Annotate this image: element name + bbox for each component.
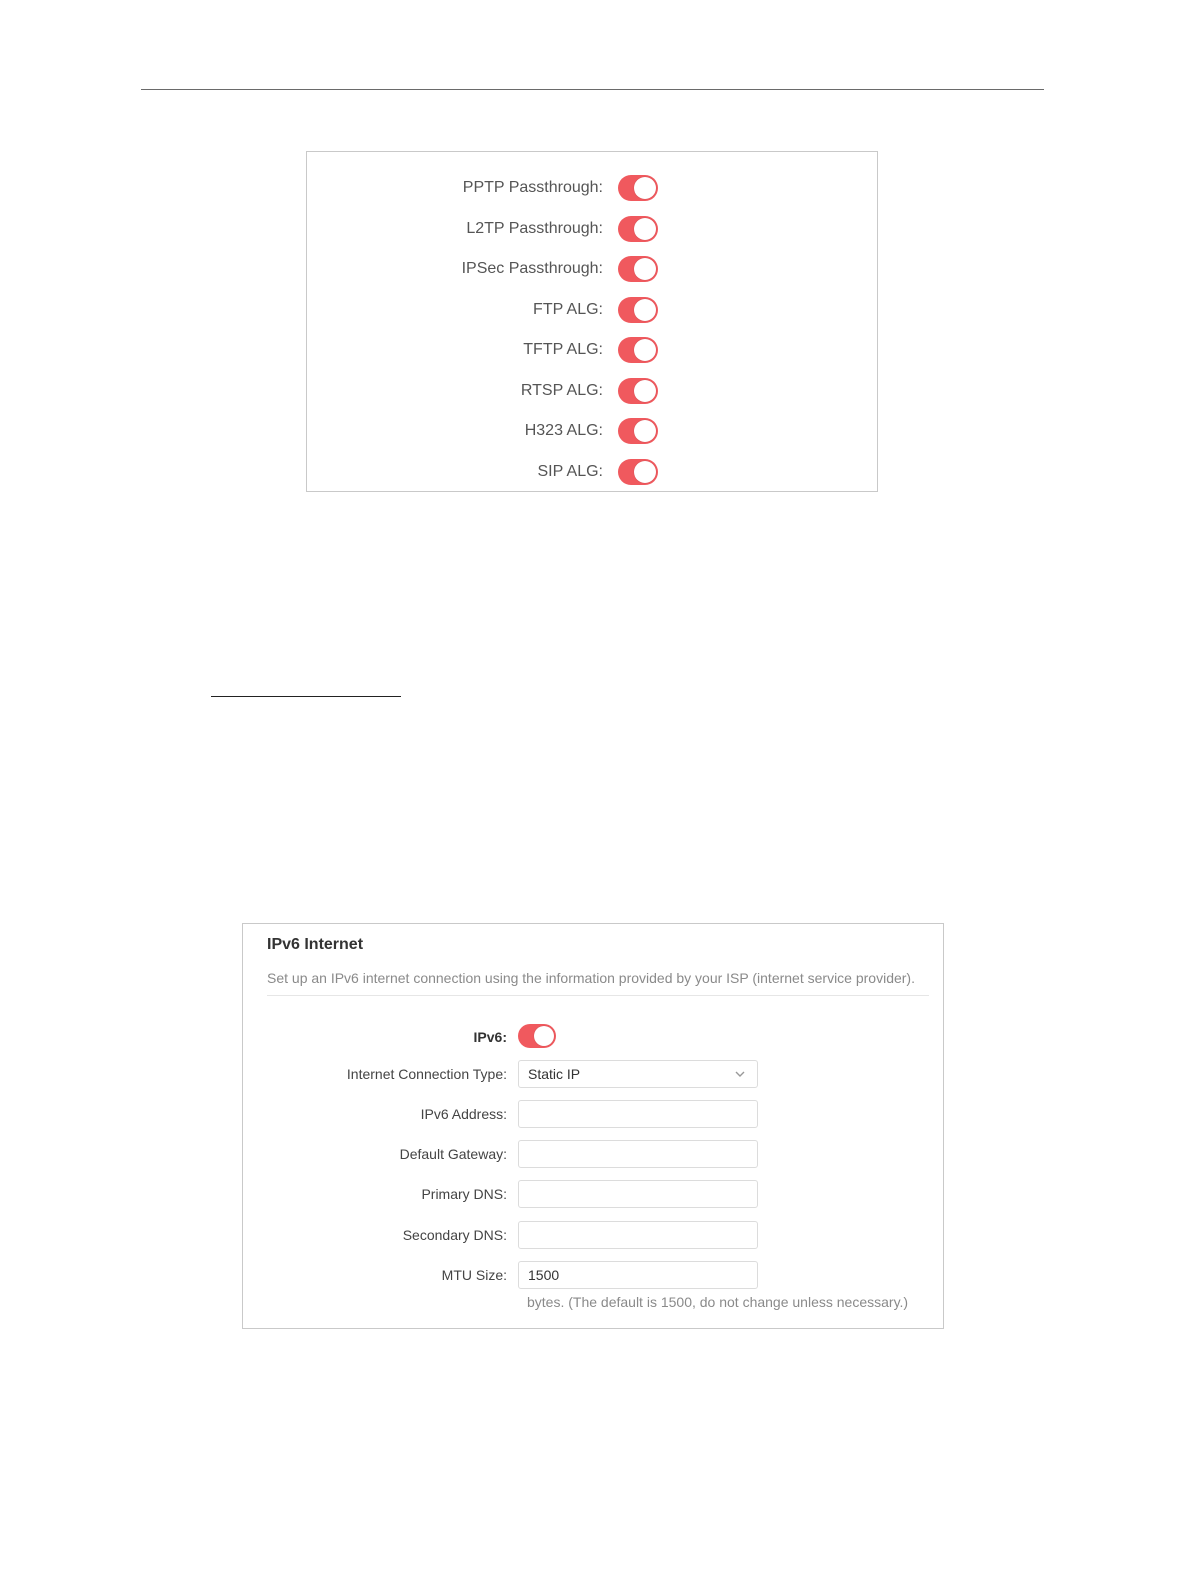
ipsec-passthrough-label: IPSec Passthrough: — [461, 260, 603, 277]
connection-type-value: Static IP — [528, 1066, 581, 1082]
pptp-passthrough-toggle[interactable] — [618, 175, 658, 201]
alg-row-l2tp — [307, 214, 877, 244]
ipv6-toggle[interactable] — [518, 1024, 556, 1048]
tftp-alg-toggle[interactable] — [618, 337, 658, 363]
h323-alg-toggle[interactable] — [618, 418, 658, 444]
page-header-rule — [141, 89, 1044, 90]
mtu-size-hint: bytes. (The default is 1500, do not change unless necessary.) — [527, 1294, 909, 1310]
alg-row-ftp — [307, 295, 877, 325]
rtsp-alg-label: RTSP ALG: — [520, 382, 603, 399]
l2tp-passthrough-label: L2TP Passthrough: — [466, 220, 603, 237]
chevron-down-icon — [735, 1069, 745, 1079]
toggle-knob — [634, 218, 656, 240]
alg-settings-panel — [306, 151, 878, 492]
panel-title: IPv6 Internet — [267, 936, 364, 953]
default-gateway-label: Default Gateway: — [399, 1146, 507, 1162]
panel-description: Set up an IPv6 internet connection using the information provided by your ISP (internet service provider). — [267, 970, 915, 986]
ipv6-toggle-row — [243, 1023, 943, 1051]
sip-alg-toggle[interactable] — [618, 459, 658, 485]
ipv6-toggle-label: IPv6: — [473, 1029, 507, 1045]
toggle-knob — [634, 299, 656, 321]
secondary-dns-row — [243, 1221, 943, 1249]
ipv6-address-row — [243, 1100, 943, 1128]
toggle-knob — [534, 1026, 554, 1046]
default-gateway-input[interactable] — [518, 1140, 758, 1168]
toggle-knob — [634, 461, 656, 483]
pptp-passthrough-label: PPTP Passthrough: — [462, 179, 603, 196]
toggle-knob — [634, 177, 656, 199]
toggle-knob — [634, 420, 656, 442]
sip-alg-label: SIP ALG: — [537, 463, 603, 480]
secondary-dns-label: Secondary DNS: — [402, 1227, 507, 1243]
panel-divider — [267, 995, 929, 996]
primary-dns-input[interactable] — [518, 1180, 758, 1208]
section-heading-underline — [211, 696, 401, 697]
toggle-knob — [634, 339, 656, 361]
primary-dns-label: Primary DNS: — [421, 1186, 507, 1202]
alg-row-rtsp — [307, 376, 877, 406]
alg-row-h323 — [307, 416, 877, 446]
h323-alg-label: H323 ALG: — [524, 422, 603, 439]
mtu-size-label: MTU Size: — [441, 1267, 507, 1283]
mtu-size-input[interactable] — [518, 1261, 758, 1289]
mtu-size-row — [243, 1261, 943, 1289]
primary-dns-row — [243, 1180, 943, 1208]
ipv6-internet-panel — [242, 923, 944, 1329]
toggle-knob — [634, 258, 656, 280]
tftp-alg-label: TFTP ALG: — [523, 341, 603, 358]
ipv6-address-label: IPv6 Address: — [420, 1106, 507, 1122]
l2tp-passthrough-toggle[interactable] — [618, 216, 658, 242]
alg-row-tftp — [307, 335, 877, 365]
ftp-alg-toggle[interactable] — [618, 297, 658, 323]
secondary-dns-input[interactable] — [518, 1221, 758, 1249]
connection-type-select[interactable] — [518, 1060, 758, 1088]
alg-row-sip — [307, 457, 877, 487]
alg-row-pptp — [307, 173, 877, 203]
alg-row-ipsec — [307, 254, 877, 284]
ipv6-address-input[interactable] — [518, 1100, 758, 1128]
connection-type-label: Internet Connection Type: — [346, 1066, 507, 1082]
rtsp-alg-toggle[interactable] — [618, 378, 658, 404]
connection-type-row — [243, 1060, 943, 1088]
ftp-alg-label: FTP ALG: — [533, 301, 603, 318]
ipsec-passthrough-toggle[interactable] — [618, 256, 658, 282]
toggle-knob — [634, 380, 656, 402]
default-gateway-row — [243, 1140, 943, 1168]
